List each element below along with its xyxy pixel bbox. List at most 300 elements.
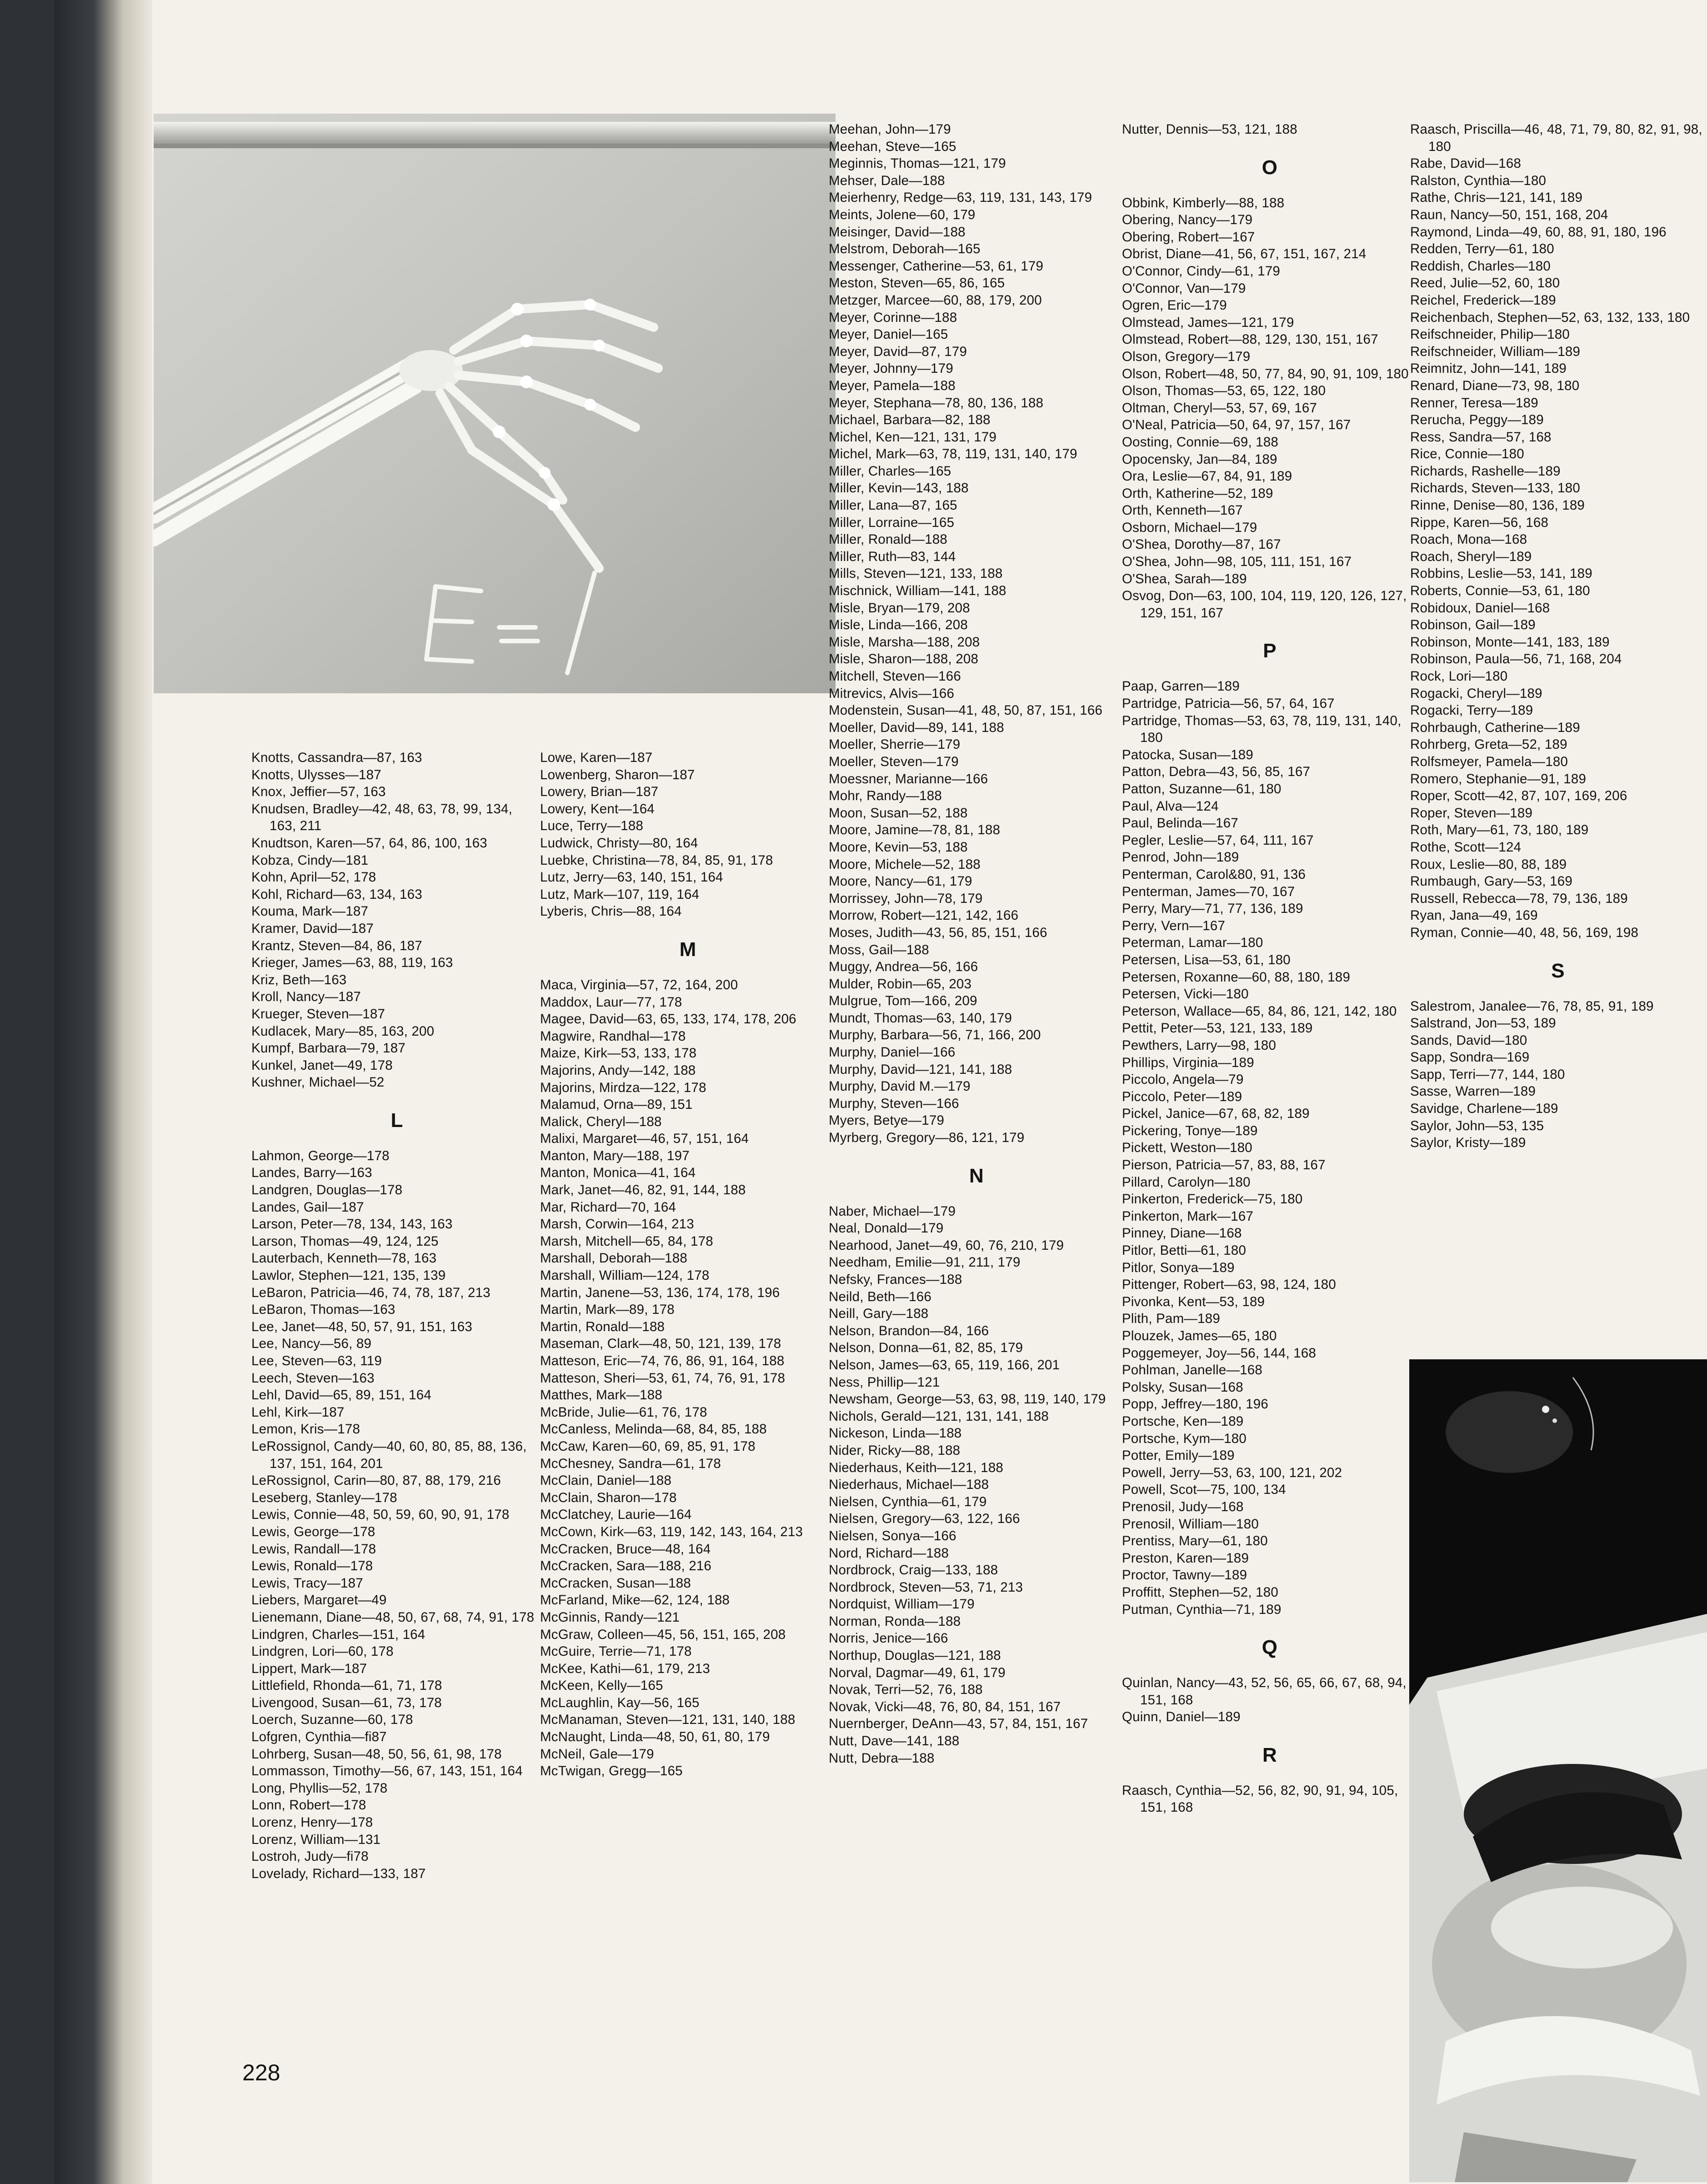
index-entry-text: Paul, Alva—124 [1122,798,1219,814]
index-entry-text: Kroll, Nancy—187 [251,989,361,1005]
index-entry [1410,395,1706,412]
index-entry-text: Ress, Sandra—57, 168 [1410,429,1552,445]
index-entry [251,1711,542,1728]
index-entry-text: Mundt, Thomas—63, 140, 179 [829,1010,1012,1026]
index-entry [829,1664,1124,1682]
index-entry-text: Mark, Janet—46, 82, 91, 144, 188 [540,1182,746,1198]
index-entry [829,616,1124,634]
index-entry [540,1455,836,1473]
index-entry [540,1113,836,1131]
index-entry-text: Nelson, Brandon—84, 166 [829,1323,989,1338]
index-entry [540,1626,836,1643]
index-entry [1122,536,1417,553]
index-entry-text: Lonn, Robert—178 [251,1798,366,1813]
index-entry [1122,1464,1417,1482]
index-entry-text: Lewis, Connie—48, 50, 59, 60, 90, 91, 178 [251,1507,510,1523]
index-entry-text: Maca, Virginia—57, 72, 164, 200 [540,977,738,992]
index-column-5 [1410,121,1706,1152]
index-entry-text: Lowery, Kent—164 [540,801,655,816]
index-entry [829,1305,1124,1322]
index-entry [829,1203,1124,1220]
index-entry [1122,400,1417,417]
index-entry-text: Mohr, Randy—188 [829,788,942,804]
index-entry-text: Nielsen, Sonya—166 [829,1528,956,1543]
index-entry-text: Pegler, Leslie—57, 64, 111, 167 [1122,832,1314,848]
index-entry-text: Landes, Gail—187 [251,1199,364,1215]
index-entry-text: Mischnick, William—141, 188 [829,583,1006,599]
index-entry [251,1558,542,1575]
index-entry-text: Lippert, Mark—187 [251,1661,367,1676]
index-entry-text: Martin, Ronald—188 [540,1319,665,1334]
index-entry [1122,519,1417,536]
index-entry-text: Robidoux, Daniel—168 [1410,600,1550,616]
index-entry-text: Nordbrock, Craig—133, 188 [829,1563,998,1578]
index-entry [1410,189,1706,206]
index-entry-text: Lewis, Ronald—178 [251,1558,373,1574]
index-entry [1122,866,1417,883]
index-entry [251,1848,542,1865]
index-entry [251,1865,542,1883]
index-entry-text: Raasch, Cynthia—52, 56, 82, 90, 91, 94, 105, 151, 168 [1122,1783,1398,1815]
index-entry [251,1404,542,1421]
index-entry-text: Lovelady, Richard—133, 187 [251,1866,426,1881]
index-entry-text: LeRossignol, Carin—80, 87, 88, 179, 216 [251,1473,501,1488]
index-entry [1122,1782,1417,1816]
index-entry-text: Liebers, Margaret—49 [251,1593,387,1608]
index-entry [1410,514,1706,531]
index-entry [1410,155,1706,172]
index-entry [540,1182,836,1199]
index-entry [251,1023,542,1040]
index-entry-text: Rogacki, Terry—189 [1410,703,1533,718]
index-entry [1122,1174,1417,1191]
index-entry [540,977,836,994]
index-entry-text: Moeller, Steven—179 [829,754,959,769]
index-entry-text: Partridge, Thomas—53, 63, 78, 119, 131, 140, 180 [1122,713,1402,746]
index-entry-text: Perry, Mary—71, 77, 136, 189 [1122,901,1303,917]
index-entry-text: Rock, Lori—180 [1410,669,1508,684]
index-entry [1122,1601,1417,1618]
index-entry [829,429,1124,446]
index-entry [829,685,1124,702]
index-entry [1410,873,1706,890]
index-entry [1410,565,1706,582]
index-entry [1410,258,1706,275]
index-entry-text: McClatchey, Laurie—164 [540,1507,692,1523]
index-entry [251,1006,542,1023]
index-entry [1122,712,1417,746]
index-entry [540,1404,836,1421]
index-entry-text: Needham, Emilie—91, 211, 179 [829,1255,1021,1270]
index-entry [829,343,1124,361]
index-entry-text: Pitlor, Sonya—189 [1122,1260,1235,1275]
index-entry [540,1079,836,1097]
index-entry [829,258,1124,275]
index-entry-text: McManaman, Steven—121, 131, 140, 188 [540,1712,796,1728]
index-entry-text: Larson, Thomas—49, 124, 125 [251,1233,439,1249]
index-entry-text: Olson, Robert—48, 50, 77, 84, 90, 91, 109, 180 [1122,366,1409,381]
index-entry-text: Neild, Beth—166 [829,1289,932,1304]
index-entry [540,1352,836,1370]
index-entry-text: Moeller, David—89, 141, 188 [829,720,1004,735]
index-entry-text: Majorins, Andy—142, 188 [540,1062,696,1078]
index-letter-heading: S [1551,959,1565,982]
index-entry [1410,548,1706,566]
index-entry-text: Novak, Vicki—48, 76, 80, 84, 151, 167 [829,1699,1061,1714]
index-entry [1410,600,1706,617]
index-entry-text: Nelson, Donna—61, 82, 85, 179 [829,1340,1023,1356]
index-entry-text: Nutt, Dave—141, 188 [829,1733,960,1749]
index-entry [540,1284,836,1302]
index-entry [251,1147,542,1165]
index-entry-text: Roper, Scott—42, 87, 107, 169, 206 [1410,788,1627,804]
index-entry-text: Meyer, Pamela—188 [829,378,956,393]
index-entry [540,1130,836,1147]
index-entry-text: Miller, Lana—87, 165 [829,498,957,513]
index-entry-text: Lommasson, Timothy—56, 67, 143, 151, 164 [251,1763,523,1779]
index-entry [829,890,1124,907]
index-entry [1410,121,1706,155]
index-entry [251,1489,542,1507]
index-entry-text: Olson, Gregory—179 [1122,349,1251,364]
index-entry [1122,1054,1417,1072]
index-entry [1122,815,1417,832]
index-entry-text: Leech, Steven—163 [251,1370,375,1386]
index-entry-text: Partridge, Patricia—56, 57, 64, 167 [1122,696,1335,711]
index-entry [1122,952,1417,969]
index-entry [251,1626,542,1643]
index-entry [251,1233,542,1250]
index-entry-text: Meisinger, David—188 [829,224,966,240]
index-entry-text: Norval, Dagmar—49, 61, 179 [829,1665,1006,1680]
index-entry [1410,736,1706,753]
index-entry-text: Lee, Janet—48, 50, 57, 91, 151, 163 [251,1319,472,1334]
index-entry-text: Leseberg, Stanley—178 [251,1490,397,1505]
index-entry-text: McClain, Sharon—178 [540,1490,677,1505]
index-entry [1122,297,1417,314]
index-entry [829,992,1124,1010]
index-entry [540,1028,836,1045]
index-entry [829,1681,1124,1698]
index-entry-text: Sands, David—180 [1410,1032,1527,1048]
index-entry [1410,1015,1706,1032]
index-entry [1122,986,1417,1003]
index-entry-text: Prenosil, Judy—168 [1122,1499,1244,1514]
index-entry [1122,1447,1417,1464]
index-entry [829,1129,1124,1147]
index-entry-text: Kohn, April—52, 178 [251,870,376,885]
index-entry-text: Meyer, David—87, 179 [829,344,967,359]
index-entry [251,1057,542,1074]
index-entry [829,446,1124,463]
index-entry [829,1630,1124,1647]
index-entry [251,954,542,972]
index-column-2 [540,749,836,1780]
index-entry [829,172,1124,190]
index-entry-text: Mehser, Dale—188 [829,173,945,188]
index-entry-text: Messenger, Catherine—53, 61, 179 [829,258,1044,274]
index-entry [829,326,1124,343]
index-entry [251,1541,542,1558]
index-entry-text: Pohlman, Janelle—168 [1122,1362,1263,1378]
index-entry [540,1045,836,1062]
skeleton-hand-chalkboard-photo [154,114,836,693]
index-entry-text: Lowe, Karen—187 [540,750,653,765]
index-entry-text: Morrow, Robert—121, 142, 166 [829,908,1019,923]
index-entry-text: Phillips, Virginia—189 [1122,1055,1254,1070]
index-entry-text: Meyer, Stephana—78, 80, 136, 188 [829,395,1044,411]
index-entry-text: Lorenz, William—131 [251,1832,381,1847]
index-entry [540,1472,836,1489]
index-entry [1410,497,1706,514]
index-entry [829,1288,1124,1306]
index-entry [829,1374,1124,1391]
index-entry-text: Lemon, Kris—178 [251,1422,360,1437]
index-entry [251,1831,542,1848]
index-entry-text: Preston, Karen—189 [1122,1550,1249,1566]
index-letter-heading: N [969,1164,984,1187]
index-entry-text: Lostroh, Judy—fi78 [251,1849,369,1864]
index-entry-text: Penterman, Carol&80, 91, 136 [1122,867,1306,882]
index-entry [251,1694,542,1712]
index-entry [829,1271,1124,1288]
index-entry [1122,1413,1417,1430]
index-entry [829,1647,1124,1664]
index-entry-text: Olmstead, Robert—88, 129, 130, 151, 167 [1122,332,1378,347]
index-entry-text: Rohrbaugh, Catherine—189 [1410,720,1580,735]
index-entry [1122,1345,1417,1362]
index-entry-text: LeBaron, Thomas—163 [251,1302,395,1317]
index-entry-text: Miller, Charles—165 [829,463,951,479]
index-entry [829,1698,1124,1716]
index-entry-text: Roper, Steven—189 [1410,805,1533,821]
index-entry-text: Murphy, Steven—166 [829,1096,959,1111]
index-entry [1122,553,1417,571]
index-entry-text: Lawlor, Stephen—121, 135, 139 [251,1268,446,1283]
index-entry-text: Lewis, Tracy—187 [251,1575,363,1591]
index-entry-text: Osborn, Michael—179 [1122,520,1257,535]
index-entry-text: Lewis, George—178 [251,1524,375,1539]
index-entry-text: Raasch, Priscilla—46, 48, 71, 79, 80, 82, 91, 98, 180 [1410,122,1702,154]
index-entry [1122,1139,1417,1157]
index-entry-text: Nielsen, Gregory—63, 122, 166 [829,1511,1020,1527]
index-entry [1122,121,1417,138]
index-entry [540,1199,836,1216]
index-entry [251,1199,542,1216]
index-entry-text: Kudlacek, Mary—85, 163, 200 [251,1023,435,1039]
index-entry-text: Sapp, Sondra—169 [1410,1050,1530,1065]
index-entry-text: Lohrberg, Susan—48, 50, 56, 61, 98, 178 [251,1746,502,1762]
index-entry [1122,1225,1417,1242]
index-entry [1410,787,1706,805]
index-entry-text: Northup, Douglas—121, 188 [829,1648,1001,1663]
index-entry-text: Meyer, Corinne—188 [829,310,957,325]
index-entry-text: McCracken, Sara—188, 216 [540,1558,712,1574]
index-entry [1410,702,1706,719]
index-entry-text: Nordquist, William—179 [829,1597,975,1612]
index-entry [1410,907,1706,924]
index-entry [1410,582,1706,600]
index-entry-text: Mulgrue, Tom—166, 209 [829,993,977,1009]
index-entry [1122,451,1417,468]
index-entry [1410,634,1706,651]
index-entry [829,907,1124,924]
index-entry-text: Moses, Judith—43, 56, 85, 151, 166 [829,925,1047,940]
index-entry [1122,900,1417,917]
index-entry [251,1164,542,1182]
index-entry-text: Ogren, Eric—179 [1122,298,1227,313]
index-entry [1122,1122,1417,1140]
index-entry-text: Kouma, Mark—187 [251,904,369,919]
index-entry [1122,1584,1417,1601]
index-entry-text: O'Connor, Cindy—61, 179 [1122,263,1281,279]
index-entry [1410,1117,1706,1135]
index-entry-text: Quinlan, Nancy—43, 52, 56, 65, 66, 67, 68, 94, 151, 168 [1122,1675,1407,1708]
index-entry-text: Rippe, Karen—56, 168 [1410,515,1549,530]
index-entry [540,1728,836,1746]
index-entry-text: Plith, Pam—189 [1122,1311,1220,1327]
index-entry [540,1541,836,1558]
index-entry-text: Roux, Leslie—80, 88, 189 [1410,857,1567,872]
index-entry-text: Marsh, Corwin—164, 213 [540,1217,694,1232]
index-entry [829,1112,1124,1129]
index-entry [829,976,1124,993]
index-entry-text: Michael, Barbara—82, 188 [829,412,991,428]
index-entry-text: Reddish, Charles—180 [1410,258,1551,274]
index-entry-text: Meston, Steven—65, 86, 165 [829,276,1005,291]
index-entry [251,1352,542,1370]
index-entry [829,1044,1124,1061]
index-entry-text: Lee, Nancy—56, 89 [251,1336,372,1352]
index-entry-text: Neal, Donald—179 [829,1221,944,1236]
index-entry-text: Reifschneider, William—189 [1410,344,1581,359]
index-entry-text: Rinne, Denise—80, 136, 189 [1410,498,1585,513]
index-entry-text: Maize, Kirk—53, 133, 178 [540,1046,697,1061]
index-entry-text: Sapp, Terri—77, 144, 180 [1410,1067,1565,1082]
index-entry-text: Maddox, Laur—77, 178 [540,994,682,1010]
index-entry-text: Nider, Ricky—88, 188 [829,1443,961,1458]
index-entry [829,651,1124,668]
index-entry-text: Myers, Betye—179 [829,1113,945,1128]
index-entry [540,1677,836,1694]
index-entry-text: Roberts, Connie—53, 61, 180 [1410,583,1590,599]
index-entry [251,749,542,766]
index-entry-text: Nielsen, Cynthia—61, 179 [829,1494,987,1509]
index-entry [251,1216,542,1233]
index-entry-text: Ness, Phillip—121 [829,1374,940,1390]
index-entry-text: Plouzek, James—65, 180 [1122,1328,1277,1343]
index-entry-text: Richards, Rashelle—189 [1410,463,1561,479]
index-entry-text: Murphy, Barbara—56, 71, 166, 200 [829,1027,1041,1043]
index-entry [1122,1379,1417,1396]
index-entry [829,702,1124,719]
index-entry [251,1523,542,1541]
index-entry-text: McLaughlin, Kay—56, 165 [540,1695,700,1710]
index-entry-text: McBride, Julie—61, 76, 178 [540,1404,707,1420]
index-entry-text: Metzger, Marcee—60, 88, 179, 200 [829,292,1042,308]
index-entry-text: Larson, Peter—78, 134, 143, 163 [251,1217,453,1232]
index-entry [1122,1310,1417,1327]
index-entry [1410,719,1706,736]
index-entry-text: Marshall, William—124, 178 [540,1268,710,1283]
index-entry [1410,429,1706,446]
index-entry [829,1061,1124,1078]
index-entry-text: Obrist, Diane—41, 56, 67, 151, 167, 214 [1122,246,1367,262]
index-entry [540,1506,836,1523]
index-entry-text: Polsky, Susan—168 [1122,1379,1243,1395]
index-entry-text: Long, Phyllis—52, 178 [251,1780,388,1796]
index-entry-text: LeBaron, Patricia—46, 74, 78, 187, 213 [251,1285,491,1300]
index-entry-text: Mar, Richard—70, 164 [540,1199,676,1215]
index-entry-text: Livengood, Susan—61, 73, 178 [251,1695,442,1710]
index-entry-text: Raun, Nancy—50, 151, 168, 204 [1410,207,1608,222]
index-entry-text: McGinnis, Randy—121 [540,1609,680,1625]
index-entry [829,1545,1124,1562]
index-entry [540,766,836,784]
index-entry [1122,1498,1417,1516]
index-entry-text: Ryman, Connie—40, 48, 56, 169, 198 [1410,925,1639,940]
index-entry-text: Robinson, Paula—56, 71, 168, 204 [1410,651,1622,667]
index-entry-text: Kushner, Michael—52 [251,1075,385,1090]
index-entry [1410,224,1706,241]
index-entry-text: Obbink, Kimberly—88, 188 [1122,195,1285,210]
index-entry-text: Meints, Jolene—60, 179 [829,207,976,222]
index-entry [1122,366,1417,383]
index-entry [1122,1362,1417,1379]
index-entry-text: Raymond, Linda—49, 60, 88, 91, 180, 196 [1410,224,1667,240]
index-entry [829,377,1124,395]
index-entry [251,1387,542,1404]
index-entry [829,719,1124,736]
index-entry-text: Lutz, Jerry—63, 140, 151, 164 [540,870,723,885]
index-entry [829,275,1124,292]
index-entry [251,1660,542,1678]
index-entry-text: Lowenberg, Sharon—187 [540,767,695,782]
index-entry [251,1575,542,1592]
index-entry-text: Knudtson, Karen—57, 64, 86, 100, 163 [251,835,487,851]
index-entry [540,1643,836,1660]
index-entry-text: Magee, David—63, 65, 133, 174, 178, 206 [540,1012,796,1027]
index-entry-text: Olmstead, James—121, 179 [1122,315,1294,330]
index-entry [540,1694,836,1712]
index-entry [1410,856,1706,873]
index-entry-text: Roach, Mona—168 [1410,532,1527,547]
index-entry-text: Portsche, Kym—180 [1122,1431,1246,1446]
index-entry [1122,1430,1417,1448]
index-entry-text: Malamud, Orna—89, 151 [540,1097,693,1112]
index-entry [1410,1083,1706,1100]
index-entry-text: Pillard, Carolyn—180 [1122,1174,1251,1190]
index-entry [251,1370,542,1387]
index-entry [1122,314,1417,331]
index-entry-text: Maseman, Clark—48, 50, 121, 139, 178 [540,1336,781,1352]
index-entry [829,1391,1124,1408]
index-entry [829,736,1124,753]
index-entry-text: Krieger, James—63, 88, 119, 163 [251,955,453,971]
index-entry-text: Reichel, Frederick—189 [1410,292,1556,308]
index-entry [251,1335,542,1352]
index-entry-text: Littlefield, Rhonda—61, 71, 178 [251,1678,442,1693]
index-entry [251,766,542,784]
index-letter-heading: O [1261,156,1278,179]
index-entry-text: Reichenbach, Stephen—52, 63, 132, 133, 180 [1410,310,1690,325]
index-entry [1410,924,1706,942]
index-entry [829,565,1124,582]
index-entry-text: Luebke, Christina—78, 84, 85, 91, 178 [540,852,773,868]
index-entry-text: Miller, Lorraine—165 [829,515,955,530]
index-entry [829,1357,1124,1374]
index-entry [1122,781,1417,798]
